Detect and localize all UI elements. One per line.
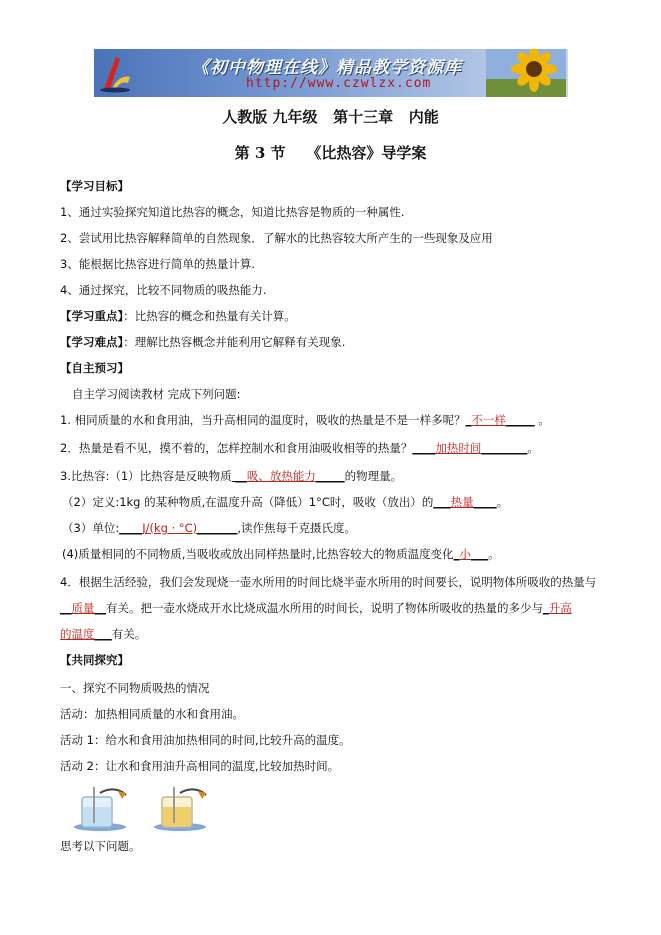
key-point-label: 【学习重点】 [60, 309, 124, 323]
blank: _ [453, 547, 460, 561]
question-3a-text: 3.比热容:（1）比热容是反映物质 [60, 469, 232, 483]
question-4-text: 有关。把一壶水烧成开水比烧成温水所用的时间长，说明了物体所吸收的热量的多少与 [106, 601, 543, 615]
activity-1: 活动 1：给水和食用油加热相同的时间,比较升高的温度。 [60, 733, 351, 747]
site-logo-icon [98, 53, 132, 93]
blank: _____ [315, 469, 345, 483]
page-title: 人教版 九年级 第十三章 内能 [222, 108, 439, 126]
explore-section-title: 一、探究不同物质吸热的情况 [60, 681, 210, 695]
question-4-line-2 [60, 600, 572, 616]
lesson-title: 第 3 节 《比热容》导学案 [234, 144, 427, 162]
question-1-text: 1. 相同质量的水和食用油，当升高相同的温度时，吸收的热量是不是一样多呢？ [60, 413, 466, 427]
blank: ___ [433, 495, 451, 509]
punctuation: 。 [534, 413, 550, 427]
preview-heading: 【自主预习】 [60, 361, 129, 375]
question-3b [62, 494, 508, 510]
difficulty-label: 【学习难点】 [60, 335, 124, 349]
question-3c-text: （3）单位: [62, 521, 120, 535]
question-2-text: 2．热量是看不见，摸不着的，怎样控制水和食用油吸收相等的热量？ [60, 441, 413, 455]
question-4-answer-2a: 升高 [548, 601, 572, 615]
question-3c-answer: J/(kg · °C) [142, 521, 198, 535]
blank: ____ [119, 521, 143, 535]
punctuation: 。 [527, 441, 539, 455]
question-3a-answer: 吸、放热能力 [246, 469, 316, 483]
blank: ___ [470, 547, 489, 561]
blank: ___ [94, 627, 112, 641]
banner-title: 《初中物理在线》精品教学资源库 [192, 58, 462, 78]
question-3d-text: (4)质量相同的不同物质,当吸收或放出同样热量时,比热容较大的物质温度变化 [62, 547, 454, 561]
question-4-end: 有关。 [111, 627, 147, 641]
think-prompt: 思考以下问题。 [60, 839, 141, 853]
question-3c-end: ,读作焦每千克摄氏度。 [237, 521, 357, 535]
blank: _____ [505, 413, 535, 427]
water-beaker-heater-image [70, 783, 130, 831]
question-3b-text: （2）定义:1kg 的某种物质,在温度升高（降低）1°C时，吸收（放出）的 [62, 495, 434, 509]
punctuation: 。 [496, 495, 509, 509]
question-3c [62, 520, 356, 536]
blank: __ [231, 469, 247, 483]
key-point-text: ：比热容的概念和热量有关计算。 [123, 309, 296, 323]
goal-item-2: 2、尝试用比热容解释简单的自然现象．了解水的比热容较大所产生的一些现象及应用 [60, 231, 493, 245]
blank: ____ [473, 495, 497, 509]
goal-item-1: 1、通过实验探究知道比热容的概念，知道比热容是物质的一种属性. [60, 205, 405, 219]
blank: ____ [412, 441, 436, 455]
blank: __ [94, 601, 106, 615]
blank: ________ [481, 441, 528, 455]
oil-beaker-heater-image [150, 783, 210, 831]
question-4-answer-1: 质量 [71, 601, 95, 615]
question-4-line-3 [60, 626, 146, 642]
key-point [60, 308, 296, 324]
banner-url[interactable]: http://www.czwlzx.com [246, 76, 432, 91]
goal-item-3: 3、能根据比热容进行简单的热量计算. [60, 257, 255, 271]
difficulty-text: ：理解比热容概念并能利用它解释有关现象. [123, 335, 346, 349]
question-4-answer-2b: 的温度 [60, 627, 95, 641]
blank: _ [543, 601, 549, 615]
activity-main: 活动：加热相同质量的水和食用油。 [60, 707, 244, 721]
site-banner [94, 49, 568, 97]
question-4-line-1: 4．根据生活经验，我们会发现烧一壶水所用的时间比烧半壶水所用的时间要长，说明物体所吸收的热量与 [60, 575, 597, 589]
question-2-answer: 加热时间 [435, 441, 482, 455]
preview-intro: 自主学习阅读教材 完成下列问题: [72, 387, 241, 401]
sunflower-icon [486, 49, 566, 97]
blank: _ [465, 413, 472, 427]
question-3d [62, 546, 500, 562]
question-1 [60, 412, 550, 428]
explore-heading: 【共同探究】 [60, 653, 129, 667]
blank: __ [60, 601, 72, 615]
question-3a-end: 的物理量。 [344, 469, 403, 483]
blank: _______ [197, 521, 238, 535]
question-3a [60, 468, 402, 484]
question-3b-answer: 热量 [450, 495, 474, 509]
question-1-answer: 不一样 [471, 413, 506, 427]
difficulty [60, 334, 345, 350]
question-2 [60, 440, 539, 456]
goals-heading: 【学习目标】 [60, 179, 129, 193]
punctuation: 。 [488, 547, 500, 561]
question-3d-answer: 小 [459, 547, 471, 561]
goal-item-4: 4、通过探究，比较不同物质的吸热能力. [60, 283, 267, 297]
activity-2: 活动 2：让水和食用油升高相同的温度,比较加热时间。 [60, 759, 340, 773]
